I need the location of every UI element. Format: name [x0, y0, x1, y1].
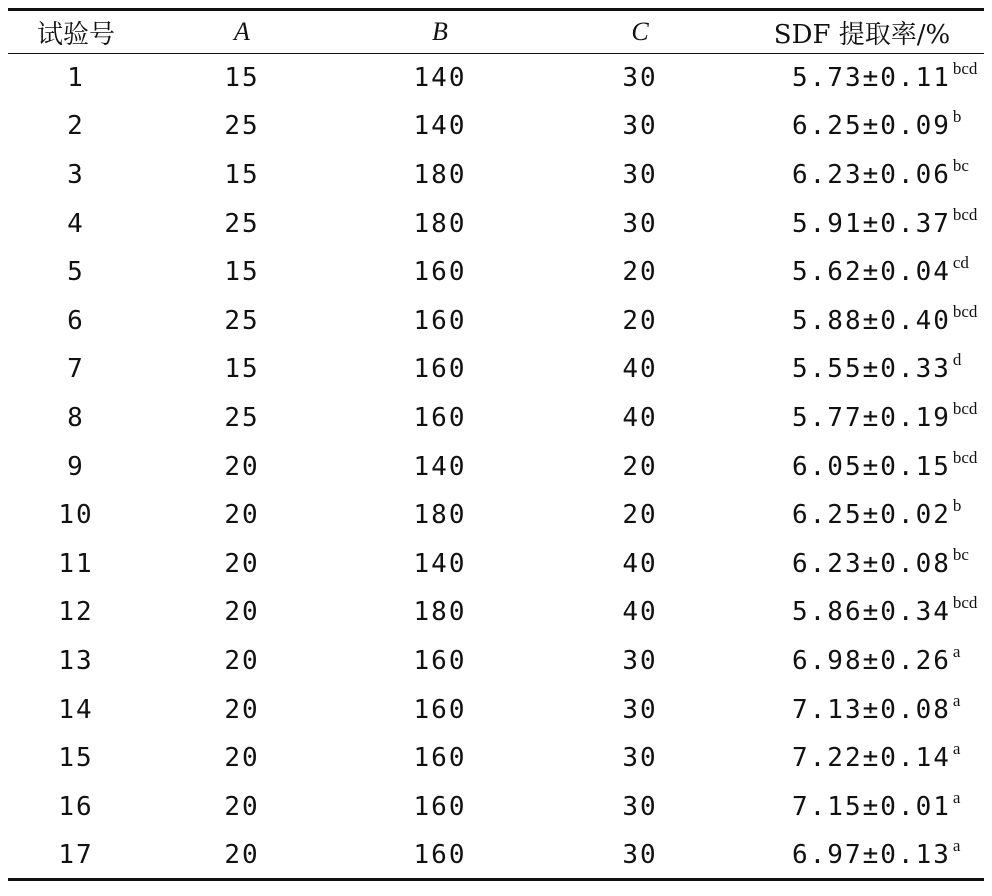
extraction-rate-value: 6.98±0.26	[792, 645, 951, 676]
extraction-rate-value: 7.15±0.01	[792, 791, 951, 822]
table-row	[8, 588, 984, 637]
table-body	[8, 54, 984, 880]
cell-factor-a: 25	[224, 111, 260, 142]
table-row	[8, 782, 984, 831]
cell-extraction-rate	[740, 199, 984, 248]
cell-factor-a: 15	[224, 257, 260, 288]
cell-factor-a: 15	[224, 159, 260, 190]
cell-trial-number: 12	[58, 597, 94, 628]
table-row	[8, 54, 984, 103]
cell-extraction-rate	[740, 588, 984, 637]
extraction-rate-value: 5.62±0.04	[792, 257, 951, 288]
cell-extraction-rate	[740, 442, 984, 491]
cell-trial-number: 9	[67, 451, 85, 482]
cell-extraction-rate	[740, 734, 984, 783]
extraction-rate-value: 6.97±0.13	[792, 839, 951, 870]
cell-factor-a: 20	[224, 597, 260, 628]
table-row	[8, 394, 984, 443]
header-row	[8, 10, 984, 54]
cell-factor-c: 20	[622, 305, 658, 336]
extraction-rate-value: 6.25±0.09	[792, 111, 951, 142]
extraction-rate-value: 5.88±0.40	[792, 305, 951, 336]
cell-factor-b: 160	[413, 257, 467, 288]
table-row	[8, 734, 984, 783]
cell-factor-a: 25	[224, 402, 260, 433]
cell-factor-b: 160	[413, 305, 467, 336]
extraction-rate-value: 5.55±0.33	[792, 354, 951, 385]
cell-extraction-rate	[740, 296, 984, 345]
significance-letters: bcd	[952, 398, 978, 418]
header-factor-c: C	[631, 17, 649, 46]
table-row	[8, 248, 984, 297]
significance-letters: b	[952, 107, 962, 127]
cell-extraction-rate	[740, 54, 984, 103]
significance-letters: d	[952, 350, 962, 370]
cell-extraction-rate	[740, 685, 984, 734]
cell-trial-number: 1	[67, 63, 85, 94]
table-container	[8, 8, 984, 881]
cell-factor-a: 25	[224, 208, 260, 239]
extraction-rate-value: 6.23±0.06	[792, 159, 951, 190]
cell-factor-b: 140	[413, 111, 467, 142]
cell-factor-b: 160	[413, 402, 467, 433]
cell-factor-c: 30	[622, 791, 658, 822]
cell-factor-c: 40	[622, 354, 658, 385]
extraction-rate-value: 7.13±0.08	[792, 694, 951, 725]
experiment-table	[8, 8, 984, 881]
cell-extraction-rate	[740, 539, 984, 588]
header-factor-b: B	[432, 17, 448, 46]
cell-factor-c: 30	[622, 694, 658, 725]
cell-trial-number: 16	[58, 791, 94, 822]
cell-trial-number: 11	[58, 548, 94, 579]
cell-factor-c: 40	[622, 597, 658, 628]
cell-trial-number: 7	[67, 354, 85, 385]
significance-letters: bcd	[952, 447, 978, 467]
cell-trial-number: 8	[67, 402, 85, 433]
cell-factor-b: 140	[413, 63, 467, 94]
table-row	[8, 637, 984, 686]
cell-factor-a: 20	[224, 743, 260, 774]
cell-factor-c: 30	[622, 839, 658, 870]
cell-factor-c: 20	[622, 500, 658, 531]
significance-letters: bcd	[952, 301, 978, 321]
cell-factor-c: 30	[622, 111, 658, 142]
cell-factor-b: 180	[413, 597, 467, 628]
cell-factor-b: 160	[413, 354, 467, 385]
cell-factor-c: 40	[622, 548, 658, 579]
cell-extraction-rate	[740, 491, 984, 540]
cell-factor-a: 20	[224, 694, 260, 725]
cell-trial-number: 4	[67, 208, 85, 239]
significance-letters: a	[952, 787, 961, 807]
cell-factor-a: 15	[224, 354, 260, 385]
cell-factor-b: 160	[413, 694, 467, 725]
cell-factor-b: 160	[413, 743, 467, 774]
extraction-rate-value: 7.22±0.14	[792, 743, 951, 774]
cell-extraction-rate	[740, 248, 984, 297]
table-row	[8, 102, 984, 151]
cell-factor-c: 30	[622, 208, 658, 239]
significance-letters: bc	[952, 544, 969, 564]
header-factor-a: A	[234, 17, 250, 46]
cell-factor-a: 20	[224, 451, 260, 482]
extraction-rate-value: 6.23±0.08	[792, 548, 951, 579]
cell-trial-number: 6	[67, 305, 85, 336]
table-row	[8, 296, 984, 345]
table-row	[8, 491, 984, 540]
significance-letters: bc	[952, 155, 969, 175]
extraction-rate-value: 5.86±0.34	[792, 597, 951, 628]
cell-factor-a: 20	[224, 548, 260, 579]
cell-factor-b: 140	[413, 548, 467, 579]
extraction-rate-value: 5.91±0.37	[792, 208, 951, 239]
cell-extraction-rate	[740, 394, 984, 443]
cell-trial-number: 13	[58, 645, 94, 676]
cell-factor-b: 180	[413, 208, 467, 239]
extraction-rate-value: 5.73±0.11	[792, 63, 951, 94]
cell-trial-number: 17	[58, 839, 94, 870]
cell-factor-a: 20	[224, 645, 260, 676]
significance-letters: a	[952, 690, 961, 710]
table-row	[8, 199, 984, 248]
cell-extraction-rate	[740, 831, 984, 880]
cell-factor-b: 160	[413, 839, 467, 870]
cell-factor-a: 20	[224, 839, 260, 870]
significance-letters: a	[952, 835, 961, 855]
cell-factor-c: 30	[622, 63, 658, 94]
cell-factor-a: 25	[224, 305, 260, 336]
cell-factor-b: 180	[413, 159, 467, 190]
cell-factor-c: 30	[622, 645, 658, 676]
significance-letters: bcd	[952, 593, 978, 613]
cell-factor-c: 30	[622, 159, 658, 190]
significance-letters: b	[952, 496, 962, 516]
cell-trial-number: 10	[58, 500, 94, 531]
table-row	[8, 345, 984, 394]
cell-factor-b: 140	[413, 451, 467, 482]
extraction-rate-value: 5.77±0.19	[792, 402, 951, 433]
significance-letters: cd	[952, 253, 969, 273]
cell-factor-b: 160	[413, 645, 467, 676]
table-row	[8, 831, 984, 880]
cell-trial-number: 14	[58, 694, 94, 725]
table-header	[8, 10, 984, 54]
significance-letters: a	[952, 739, 961, 759]
cell-factor-c: 30	[622, 743, 658, 774]
table-row	[8, 685, 984, 734]
extraction-rate-value: 6.05±0.15	[792, 451, 951, 482]
cell-trial-number: 15	[58, 743, 94, 774]
cell-extraction-rate	[740, 782, 984, 831]
cell-extraction-rate	[740, 345, 984, 394]
cell-extraction-rate	[740, 151, 984, 200]
table-row	[8, 151, 984, 200]
cell-factor-a: 20	[224, 500, 260, 531]
extraction-rate-value: 6.25±0.02	[792, 500, 951, 531]
cell-extraction-rate	[740, 102, 984, 151]
cell-factor-a: 20	[224, 791, 260, 822]
header-sdf-extraction-rate: SDF 提取率/%	[773, 19, 951, 50]
significance-letters: bcd	[952, 59, 978, 79]
cell-trial-number: 5	[67, 257, 85, 288]
header-trial-number: 试验号	[36, 19, 115, 50]
table-row	[8, 539, 984, 588]
cell-factor-c: 40	[622, 402, 658, 433]
cell-factor-c: 20	[622, 257, 658, 288]
cell-factor-c: 20	[622, 451, 658, 482]
cell-factor-b: 180	[413, 500, 467, 531]
cell-factor-b: 160	[413, 791, 467, 822]
table-row	[8, 442, 984, 491]
significance-letters: bcd	[952, 204, 978, 224]
cell-trial-number: 2	[67, 111, 85, 142]
cell-factor-a: 15	[224, 63, 260, 94]
significance-letters: a	[952, 641, 961, 661]
cell-extraction-rate	[740, 637, 984, 686]
cell-trial-number: 3	[67, 159, 85, 190]
